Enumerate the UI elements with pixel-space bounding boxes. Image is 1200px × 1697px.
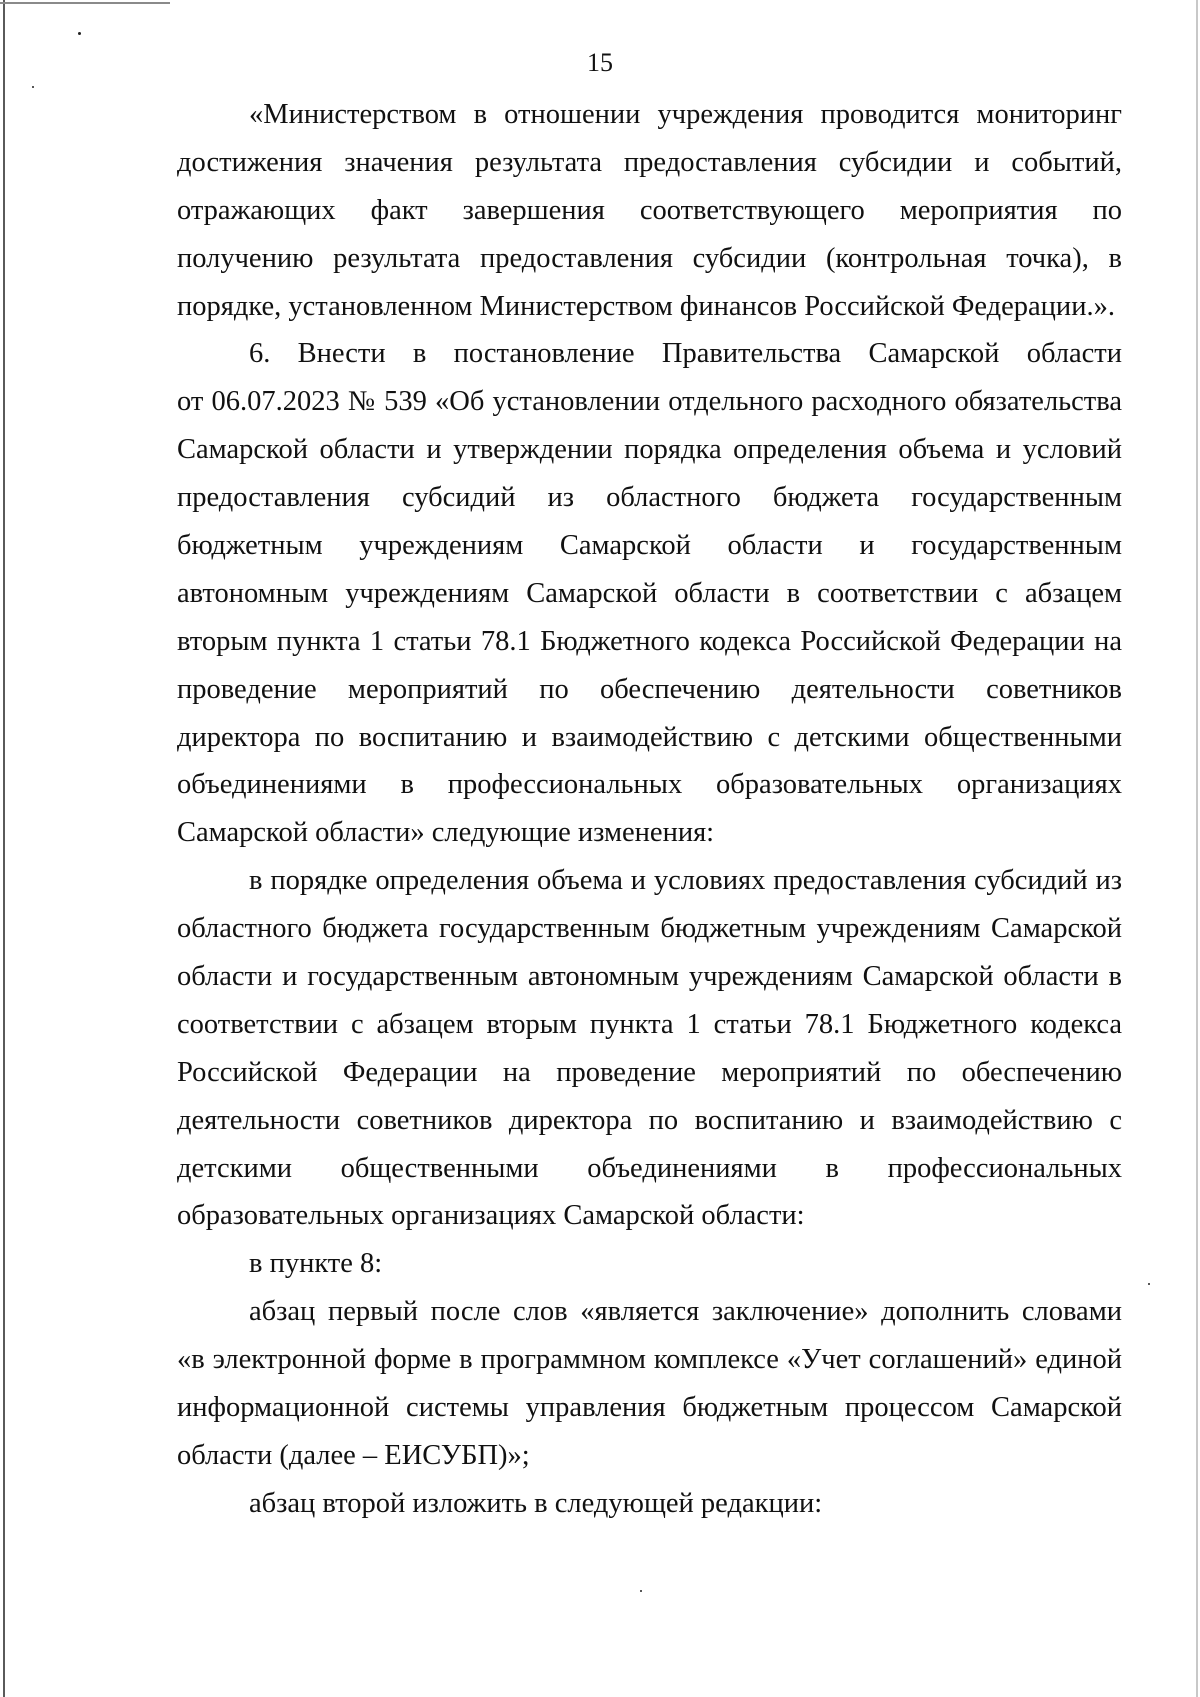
scan-speck xyxy=(1148,1283,1150,1285)
text-line: «в электронной форме в программном комплексе «Учет соглашений» единой xyxy=(177,1344,1122,1376)
text-line: порядке, установленном Министерством финансов Российской Федерации.». xyxy=(177,290,1115,322)
paragraph-item-6 xyxy=(177,330,1122,857)
text-line: Российской Федерации на проведение мероприятий по обеспечению xyxy=(177,1056,1122,1088)
text-line: абзац второй изложить в следующей редакции: xyxy=(249,1487,823,1519)
text-line: образовательных организациях Самарской области: xyxy=(177,1200,805,1232)
text-line: «Министерством в отношении учреждения проводится мониторинг xyxy=(249,99,1122,130)
text-line: области (далее – ЕИСУБП)»; xyxy=(177,1439,530,1471)
text-line: информационной системы управления бюджетным процессом Самарской xyxy=(177,1392,1122,1424)
text-line: директора по воспитанию и взаимодействию с детскими общественными xyxy=(177,721,1122,753)
text-line: предоставления субсидий из областного бюджета государственным xyxy=(177,482,1122,514)
paragraph-point-8 xyxy=(177,1240,1122,1288)
text-line: 6. Внести в постановление Правительства Самарской области xyxy=(249,338,1122,370)
scan-speck xyxy=(78,32,81,35)
text-line: Самарской области» следующие изменения: xyxy=(177,817,715,849)
paragraph-order-definition xyxy=(177,857,1122,1240)
paragraph-quote-monitoring xyxy=(177,91,1122,330)
text-line: бюджетным учреждениям Самарской области и государственным xyxy=(177,530,1122,562)
text-line: достижения значения результата предоставления субсидии и событий, xyxy=(177,146,1122,178)
text-line: проведение мероприятий по обеспечению деятельности советников xyxy=(177,673,1122,705)
scan-edge-right xyxy=(1196,0,1198,1697)
text-line: абзац первый после слов «является заключение» дополнить словами xyxy=(249,1296,1122,1328)
text-line: в пункте 8: xyxy=(249,1248,383,1280)
text-line: области и государственным автономным учреждениям Самарской области в xyxy=(177,961,1122,993)
paragraph-first-abzac xyxy=(177,1288,1122,1480)
scan-edge-top xyxy=(0,2,170,4)
text-line: соответствии с абзацем вторым пункта 1 статьи 78.1 Бюджетного кодекса xyxy=(177,1008,1122,1040)
text-line: получению результата предоставления субсидии (контрольная точка), в xyxy=(177,242,1122,274)
text-line: детскими общественными объединениями в профессиональных xyxy=(177,1152,1122,1184)
text-line: в порядке определения объема и условиях предоставления субсидий из xyxy=(249,865,1122,897)
page-number: 15 xyxy=(587,48,613,77)
text-line: отражающих факт завершения соответствующего мероприятия по xyxy=(177,194,1122,226)
paragraph-second-abzac xyxy=(177,1480,1122,1528)
text-line: объединениями в профессиональных образовательных организациях xyxy=(177,769,1122,801)
text-line: вторым пункта 1 статьи 78.1 Бюджетного кодекса Российской Федерации на xyxy=(177,625,1122,657)
text-line: от 06.07.2023 № 539 «Об установлении отдельного расходного обязательства xyxy=(177,386,1122,418)
scan-edge-left xyxy=(3,0,5,1697)
document-body xyxy=(177,91,1122,1528)
text-line: деятельности советников директора по воспитанию и взаимодействию с xyxy=(177,1104,1122,1136)
text-line: областного бюджета государственным бюджетным учреждениям Самарской xyxy=(177,913,1122,945)
text-line: автономным учреждениям Самарской области в соответствии с абзацем xyxy=(177,577,1122,609)
scan-speck xyxy=(640,1590,642,1592)
text-line: Самарской области и утверждении порядка определения объема и условий xyxy=(177,434,1122,466)
scan-speck xyxy=(32,86,34,88)
